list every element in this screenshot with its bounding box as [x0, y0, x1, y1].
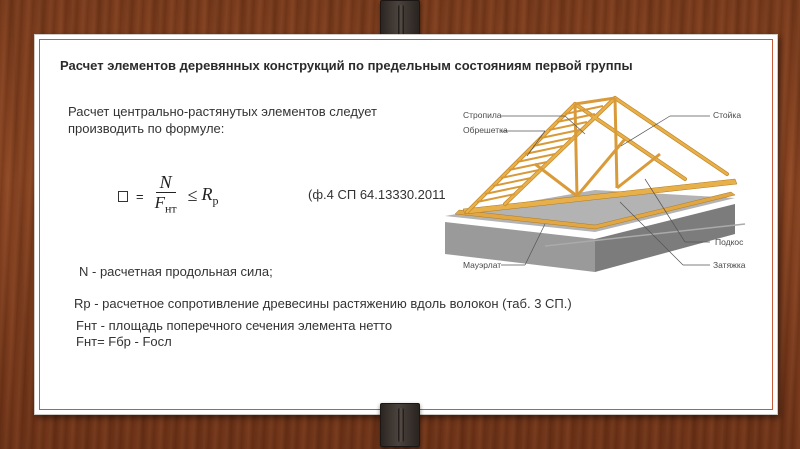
slide-title: Расчет элементов деревянных конструкций по предельным состояниям первой группы: [60, 58, 633, 73]
roof-truss-diagram: [445, 84, 767, 272]
label-obreshetka: Обрешетка: [463, 125, 508, 135]
formula-denominator-sub: нт: [164, 201, 177, 216]
stress-symbol-placeholder: [118, 191, 128, 202]
label-mauerlat: Мауэрлат: [463, 260, 502, 270]
definition-fnt: Fнт - площадь поперечного сечения элемента нетто: [76, 318, 393, 333]
binder-clip-bottom: [380, 403, 420, 447]
formula-rhs-main: R: [201, 183, 213, 204]
label-podkos: Подкос: [715, 237, 744, 247]
label-stropila: Стропила: [463, 110, 502, 120]
intro-text: Расчет центрально-растянутых элементов следует производить по формуле:: [68, 104, 378, 136]
formula-relation: ≤: [187, 185, 198, 206]
label-stoyka: Стойка: [713, 110, 742, 120]
formula-rhs-sub: р: [212, 193, 219, 208]
formula-equals: =: [136, 188, 144, 204]
definition-fnt-formula: Fнт= Fбр - Fосл: [76, 334, 172, 349]
formula-rhs: [202, 184, 219, 209]
definition-n: N - расчетная продольная сила;: [79, 264, 273, 279]
formula-fraction: [152, 173, 180, 218]
formula-denominator-main: F: [154, 193, 165, 213]
definition-rp: Rp - расчетное сопротивление древесины растяжению вдоль волокон (таб. 3 СП.): [74, 296, 572, 311]
formula: [118, 168, 223, 224]
formula-denominator: [152, 193, 180, 218]
formula-numerator: N: [156, 173, 176, 193]
formula-expression: [144, 173, 223, 218]
label-zatyazhka: Затяжка: [713, 260, 746, 270]
formula-reference: (ф.4 СП 64.13330.2011): [308, 187, 450, 202]
